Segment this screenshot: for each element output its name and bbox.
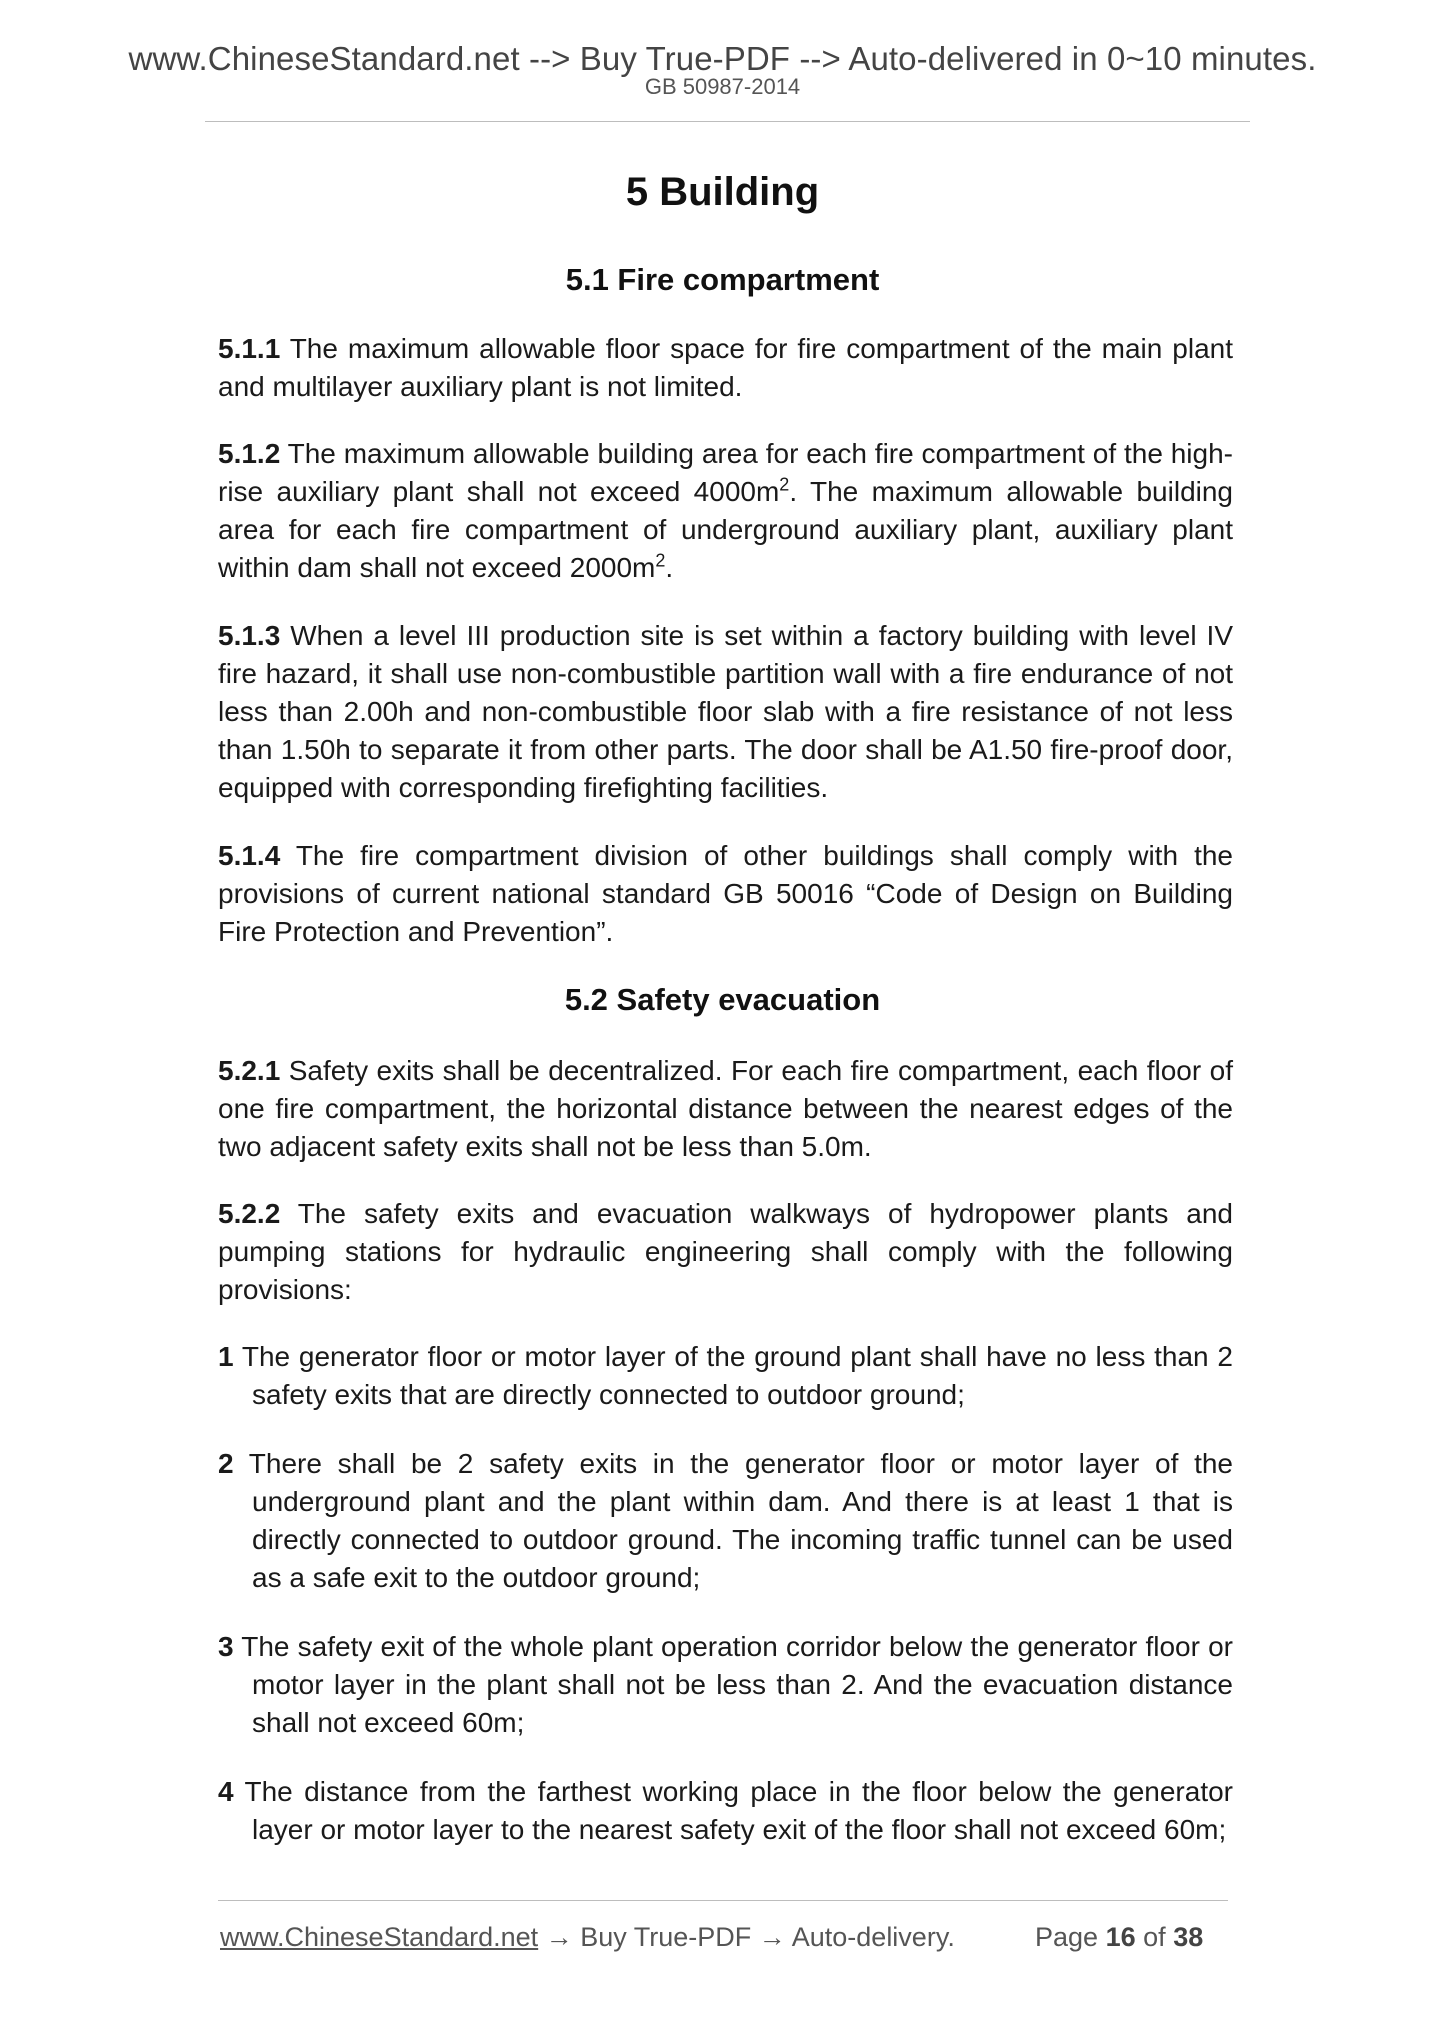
section-title-5-2: 5.2 Safety evacuation xyxy=(564,982,881,1017)
superscript: 2 xyxy=(655,550,666,571)
clause-number: 5.1.2 xyxy=(218,438,281,469)
clause-number: 5.1.1 xyxy=(218,333,281,364)
section-title-5-1: 5.1 Fire compartment xyxy=(565,262,880,297)
of-label: of xyxy=(1143,1922,1166,1952)
header-divider xyxy=(205,121,1250,122)
item-text: The safety exit of the whole plant operation corridor below the generator floor or motor layer in the plant shall not be less than 2. And the evacuation distance shall not exceed 60m; xyxy=(233,1631,1233,1738)
clause-5-2-2 xyxy=(218,1195,1233,1309)
clause-number: 5.2.2 xyxy=(218,1198,281,1229)
page-label: Page xyxy=(1035,1922,1099,1952)
item-number: 3 xyxy=(218,1631,234,1662)
footer-promo xyxy=(220,1922,955,1953)
chapter-title: 5 Building xyxy=(625,170,820,214)
item-text: The distance from the farthest working place in the floor below the generator layer or motor layer to the nearest safety exit of the floor shall not exceed 60m; xyxy=(233,1776,1233,1845)
clause-text: The safety exits and evacuation walkways of hydropower plants and pumping stations for hydraulic engineering shall comply with the following provisions: xyxy=(218,1198,1233,1305)
item-text: The generator floor or motor layer of the ground plant shall have no less than 2 safety exits that are directly connected to outdoor ground; xyxy=(233,1341,1233,1410)
clause-text: The fire compartment division of other buildings shall comply with the provisions of current national standard GB 50016 “Code of Design on Building Fire Protection and Prevention”. xyxy=(218,840,1233,947)
page-total: 38 xyxy=(1173,1922,1204,1952)
standard-code: GB 50987-2014 xyxy=(644,74,801,99)
provision-item-1 xyxy=(218,1338,1233,1414)
clause-text: The maximum allowable floor space for fire compartment of the main plant and multilayer auxiliary plant is not limited. xyxy=(218,333,1233,402)
clause-text: When a level III production site is set within a factory building with level IV fire hazard, it shall use non-combustible partition wall with a fire endurance of not less than 2.00h and non-combustible floor slab with a fire resistance of not less than 1.50h to separate it from other parts. The door shall be A1.50 fire-proof door, equipped with corresponding firefighting facilities. xyxy=(218,620,1233,803)
item-number: 1 xyxy=(218,1341,234,1372)
page-indicator xyxy=(1035,1922,1203,1953)
footer-text: → Buy True-PDF → Auto-delivery. xyxy=(538,1922,955,1952)
footer-divider xyxy=(218,1900,1228,1901)
item-number: 4 xyxy=(218,1776,234,1807)
clause-text: . xyxy=(665,552,674,583)
item-text: There shall be 2 safety exits in the generator floor or motor layer of the underground plant and the plant within dam. And there is at least 1 that is directly connected to outdoor ground. The incoming traffic tunnel can be used as a safe exit to the outdoor ground; xyxy=(233,1448,1233,1593)
clause-5-2-1 xyxy=(218,1052,1233,1166)
provision-item-4 xyxy=(218,1773,1233,1849)
page-number: 16 xyxy=(1105,1922,1136,1952)
provision-item-3 xyxy=(218,1628,1233,1742)
clause-text: . The maximum allowable building area for each fire compartment of underground auxiliary plant, auxiliary plant within dam shall not exceed 2000m xyxy=(218,476,1234,583)
header-banner: www.ChineseStandard.net --> Buy True-PDF --> Auto-delivered in 0~10 minutes. xyxy=(128,40,1317,77)
clause-number: 5.1.4 xyxy=(218,840,281,871)
clause-5-1-2 xyxy=(218,435,1233,587)
footer-link[interactable]: www.ChineseStandard.net xyxy=(220,1922,539,1952)
clause-number: 5.2.1 xyxy=(218,1055,281,1086)
superscript: 2 xyxy=(779,474,790,495)
clause-5-1-1 xyxy=(218,330,1233,406)
clause-5-1-3 xyxy=(218,617,1233,807)
provision-item-2 xyxy=(218,1445,1233,1597)
clause-text: The maximum allowable building area for each fire compartment of the high-rise auxiliary plant shall not exceed 4000m xyxy=(218,438,1233,507)
clause-text: Safety exits shall be decentralized. For each fire compartment, each floor of one fire compartment, the horizontal distance between the nearest edges of the two adjacent safety exits shall not be less than 5.0m. xyxy=(218,1055,1233,1162)
clause-5-1-4 xyxy=(218,837,1233,951)
item-number: 2 xyxy=(218,1448,234,1479)
clause-number: 5.1.3 xyxy=(218,620,281,651)
